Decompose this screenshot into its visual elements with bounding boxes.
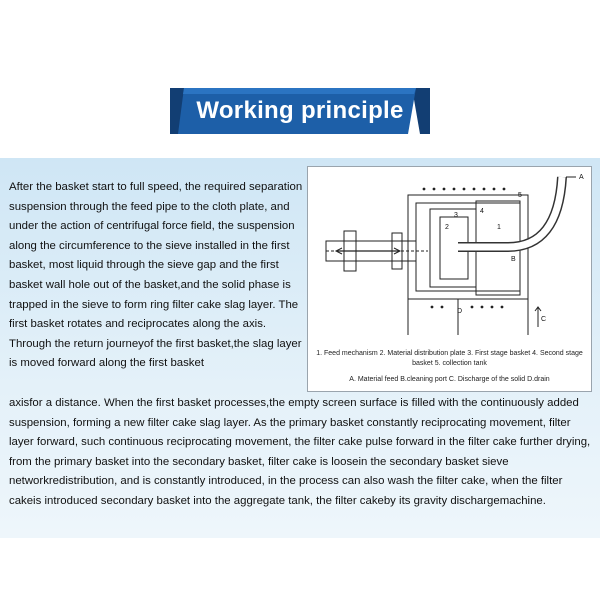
label-1: 1: [497, 224, 501, 231]
diagram-caption-parts: 1. Feed mechanism 2. Material distribution plate 3. First stage basket 4. Second stage basket 5. collection tank: [316, 350, 583, 367]
label-A: A: [579, 174, 584, 181]
diagram-caption-ports: A. Material feed B.cleaning port C. Discharge of the solid D.drain: [349, 376, 550, 383]
label-5: 5: [518, 192, 522, 199]
centrifuge-diagram: [307, 166, 592, 392]
label-B: B: [511, 256, 516, 263]
continuation-paragraph: axisfor a distance. When the first basket processes,the empty screen surface is filled with the continuously added suspension, forming a new filter cake slag layer. As the primary basket constantly reciprocating movement, filter layer forward, such continuous reciprocating movement, the filter cake pulse forward in the filter cake further drying, from the primary basket into the secondary basket, filter cake is loosein the secondary basket sieve networkredistribution, and is constantly introduced, in the process can also wash the filter cake, when the filter cakeis introduced secondary basket into the aggregate tank, the filter cakeby its gravity dischargemachine.: [9, 397, 591, 507]
content-panel: [0, 158, 600, 538]
label-2: 2: [445, 224, 449, 231]
label-C: C: [541, 316, 547, 323]
label-4: 4: [480, 208, 484, 215]
intro-paragraph: After the basket start to full speed, the required separation suspension through the feed pipe to the cloth plate, and under the action of centrifugal force field, the suspension along the circumference to the sieve installed in the first basket, most liquid through the sieve gap and the first basket wall hole out of the basket,and the solid phase is trapped in the sieve to form ring filter cake slag layer. The first basket rotates and reciprocates along the axis. Through the return journeyof the first basket,the slag layer is moved forward along the first basket: [9, 181, 303, 370]
page-title: Working principle: [196, 97, 404, 124]
label-3: 3: [454, 212, 458, 219]
header-area: [0, 0, 600, 158]
diagram-drawing: [308, 167, 591, 347]
label-D: D: [457, 308, 463, 315]
title-banner: [170, 88, 430, 134]
